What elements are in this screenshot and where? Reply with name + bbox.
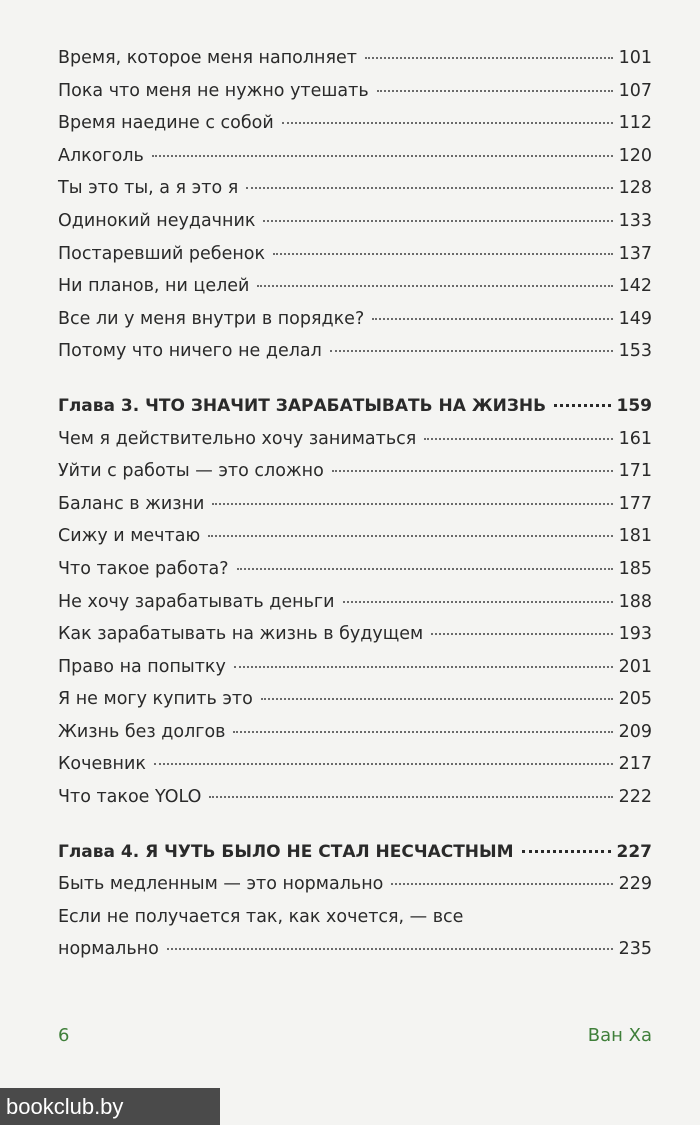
dot-leader <box>377 90 613 92</box>
author-name: Ван Ха <box>587 1025 652 1046</box>
dot-leader <box>237 568 613 570</box>
toc-entry-page: 177 <box>618 493 652 514</box>
toc-entry-page: 201 <box>618 656 652 677</box>
dot-leader <box>167 948 613 950</box>
toc-entry-title: Сижу и мечтаю <box>58 526 201 547</box>
toc-entry <box>58 586 652 619</box>
toc-entry-title: Постаревший ребенок <box>58 243 266 264</box>
toc-entry <box>58 423 652 456</box>
toc-entry-title: Ты это ты, а я это я <box>58 178 239 199</box>
toc-entry <box>58 520 652 553</box>
page-number: 6 <box>58 1025 70 1046</box>
toc-entry-page: 229 <box>618 874 652 895</box>
toc-entry-title: Что такое работа? <box>58 558 229 579</box>
toc-chapter-heading <box>58 836 652 869</box>
toc-entry-title: Пока что меня не нужно утешать <box>58 80 369 101</box>
dot-leader <box>233 731 612 733</box>
dot-leader <box>212 503 612 505</box>
toc-entry-page: 181 <box>618 526 652 547</box>
chapter-page: 227 <box>616 841 652 862</box>
dot-leader <box>246 187 612 189</box>
toc-entry <box>58 335 652 368</box>
toc-entry-title: Жизнь без долгов <box>58 721 226 742</box>
dot-leader <box>391 883 612 885</box>
toc-entry-title: Время, которое меня наполняет <box>58 48 357 68</box>
chapter-title: Глава 4. Я ЧУТЬ БЫЛО НЕ СТАЛ НЕСЧАСТНЫМ <box>58 841 514 862</box>
toc-entry <box>58 683 652 716</box>
toc-entry <box>58 651 652 684</box>
toc-entry <box>58 238 652 271</box>
toc-entry-title: Время наедине с собой <box>58 113 274 134</box>
toc-entry-page: 107 <box>618 80 652 101</box>
dot-leader <box>365 57 613 59</box>
toc-chapter-heading <box>58 390 652 423</box>
toc-entry <box>58 716 652 749</box>
toc-entry-page: 161 <box>618 428 652 449</box>
toc-entry-title: Быть медленным — это нормально <box>58 874 384 895</box>
dot-leader <box>273 253 613 255</box>
toc-entry <box>58 205 652 238</box>
toc-entry-title: Право на попытку <box>58 656 226 677</box>
toc-entry <box>58 270 652 303</box>
toc-entry-title: Не хочу зарабатывать деньги <box>58 591 335 612</box>
toc-entry-title: Одинокий неудачник <box>58 210 256 231</box>
toc-entry-title-line1: Если не получается так, как хочется, — все <box>58 906 464 927</box>
dot-leader <box>263 220 612 222</box>
toc-entry-title: Алкоголь <box>58 145 144 166</box>
dot-leader <box>431 633 612 635</box>
toc-entry <box>58 107 652 140</box>
toc-entry-page: 153 <box>618 341 652 362</box>
toc-entry-page: 137 <box>618 243 652 264</box>
dot-leader <box>152 155 613 157</box>
toc-entry-page: 235 <box>618 939 652 960</box>
dot-leader <box>330 350 613 352</box>
toc-entry <box>58 933 652 966</box>
toc-entry-page: 128 <box>618 178 652 199</box>
toc-entry <box>58 618 652 651</box>
toc-entry-title: Что такое YOLO <box>58 787 202 808</box>
dot-leader <box>154 763 613 765</box>
dot-leader <box>208 535 612 537</box>
table-of-contents <box>58 42 652 966</box>
toc-entry-page: 112 <box>618 113 652 134</box>
toc-entry-page: 101 <box>618 48 652 68</box>
dot-leader <box>343 601 613 603</box>
toc-entry-title: Чем я действительно хочу заниматься <box>58 428 417 449</box>
toc-entry-title: Все ли у меня внутри в порядке? <box>58 308 365 329</box>
toc-entry-title: Как зарабатывать на жизнь в будущем <box>58 624 424 645</box>
toc-entry-title: Баланс в жизни <box>58 493 205 514</box>
toc-entry-page: 120 <box>618 145 652 166</box>
toc-entry-page: 188 <box>618 591 652 612</box>
dot-leader <box>282 122 613 124</box>
toc-entry-page: 149 <box>618 308 652 329</box>
chapter-page: 159 <box>616 395 652 416</box>
toc-entry <box>58 303 652 336</box>
dot-leader <box>522 850 611 853</box>
toc-entry <box>58 488 652 521</box>
toc-entry <box>58 868 652 901</box>
dot-leader <box>332 470 613 472</box>
dot-leader <box>554 404 610 407</box>
dot-leader <box>424 438 612 440</box>
toc-entry-title-line2: нормально <box>58 939 159 960</box>
chapter-title: Глава 3. ЧТО ЗНАЧИТ ЗАРАБАТЫВАТЬ НА ЖИЗНЬ <box>58 395 547 416</box>
toc-entry-page: 222 <box>618 787 652 808</box>
toc-entry-page: 193 <box>618 624 652 645</box>
toc-entry-page: 205 <box>618 689 652 710</box>
toc-entry-title: Уйти с работы — это сложно <box>58 461 324 482</box>
toc-entry <box>58 172 652 205</box>
toc-entry-title: Кочевник <box>58 754 146 775</box>
toc-entry <box>58 781 652 814</box>
toc-entry-title: Я не могу купить это <box>58 689 253 710</box>
toc-entry <box>58 42 652 75</box>
dot-leader <box>261 698 613 700</box>
dot-leader <box>234 666 613 668</box>
toc-entry-page: 133 <box>618 210 652 231</box>
toc-entry-page: 185 <box>618 558 652 579</box>
toc-entry <box>58 748 652 781</box>
dot-leader <box>257 285 612 287</box>
toc-entry-page: 171 <box>618 461 652 482</box>
dot-leader <box>372 318 612 320</box>
toc-entry <box>58 455 652 488</box>
toc-entry-page: 217 <box>618 754 652 775</box>
toc-entry-title: Ни планов, ни целей <box>58 276 250 297</box>
toc-entry <box>58 75 652 108</box>
dot-leader <box>209 796 612 798</box>
toc-entry <box>58 140 652 173</box>
toc-entry <box>58 553 652 586</box>
toc-entry-page: 209 <box>618 721 652 742</box>
toc-entry-title: Потому что ничего не делал <box>58 341 322 362</box>
toc-entry-page: 142 <box>618 276 652 297</box>
site-watermark: bookclub.by <box>0 1088 220 1125</box>
